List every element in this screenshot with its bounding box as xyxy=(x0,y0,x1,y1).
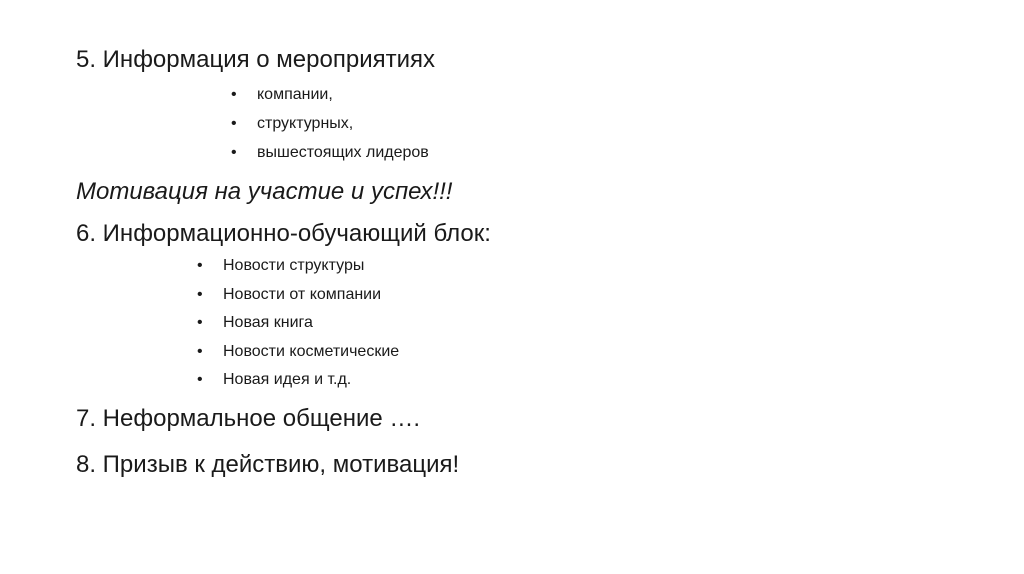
bullet-icon: • xyxy=(197,314,203,331)
section-5-item-text: компании, xyxy=(257,86,333,103)
section-5-item-text: вышестоящих лидеров xyxy=(257,144,429,161)
section-5-item-text: структурных, xyxy=(257,115,354,132)
bullet-icon: • xyxy=(197,343,203,360)
section-6-item-text: Новости структуры xyxy=(223,257,365,274)
bullet-icon: • xyxy=(231,144,237,161)
motivation-line: Мотивация на участие и успех!!! xyxy=(76,178,453,205)
bullet-icon: • xyxy=(197,257,203,274)
bullet-icon: • xyxy=(231,86,237,103)
section-8-heading: 8. Призыв к действию, мотивация! xyxy=(76,451,460,478)
section-6-heading: 6. Информационно-обучающий блок: xyxy=(76,220,491,247)
section-6-item-text: Новая книга xyxy=(223,314,313,331)
bullet-icon: • xyxy=(197,371,203,388)
section-6-item-text: Новости косметические xyxy=(223,343,400,360)
section-7-heading: 7. Неформальное общение …. xyxy=(76,405,421,432)
bullet-icon: • xyxy=(231,115,237,132)
section-5-heading: 5. Информация о мероприятиях xyxy=(76,46,435,73)
section-6-item-text: Новости от компании xyxy=(223,286,382,303)
section-6-item-text: Новая идея и т.д. xyxy=(223,371,352,388)
bullet-icon: • xyxy=(197,286,203,303)
